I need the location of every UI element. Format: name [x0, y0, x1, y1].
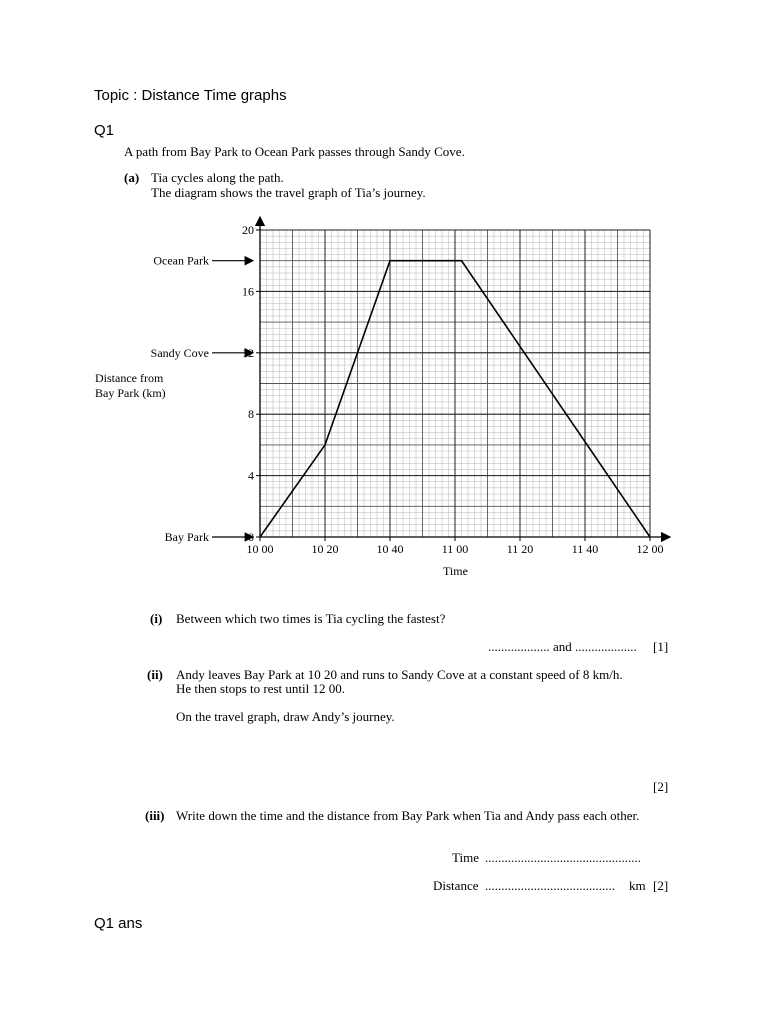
y-tick-label: 8	[248, 407, 254, 422]
y-tick-label: 16	[242, 284, 254, 299]
part-a-line-1: Tia cycles along the path.	[151, 170, 284, 185]
x-axis-label: Time	[443, 564, 468, 578]
question-stem: A path from Bay Park to Ocean Park passes through Sandy Cove.	[124, 144, 465, 159]
x-tick-label: 11 40	[571, 542, 599, 556]
x-tick-label: 11 20	[506, 542, 534, 556]
x-tick-label: 10 20	[311, 542, 339, 556]
y-tick-label: 12	[242, 345, 254, 360]
place-label: Bay Park	[164, 530, 209, 544]
part-ii-label: (ii)	[147, 667, 163, 682]
part-i-marks: [1]	[653, 639, 669, 654]
place-label: Ocean Park	[153, 253, 209, 268]
y-tick-labels	[242, 223, 260, 544]
x-tick-label: 11 00	[441, 542, 469, 556]
distance-label: Distance	[433, 878, 479, 893]
answer-heading: Q1 ans	[94, 915, 143, 932]
part-ii-line-1: Andy leaves Bay Park at 10 20 and runs to Sandy Cove at a constant speed of 8 km/h.	[176, 667, 623, 682]
question-number: Q1	[94, 122, 115, 139]
part-ii-marks: [2]	[653, 779, 669, 794]
distance-answer-line[interactable]: ........................................	[485, 878, 615, 893]
part-a-label: (a)	[124, 170, 140, 185]
place-labels	[151, 254, 253, 544]
time-answer-line[interactable]: ................................................	[485, 850, 641, 865]
part-iii-marks: [2]	[653, 878, 669, 893]
part-a-line-2: The diagram shows the travel graph of Tia’s journey.	[151, 185, 426, 200]
page-title: Topic : Distance Time graphs	[94, 87, 287, 104]
y-tick-label: 20	[242, 223, 254, 237]
part-i-answer-line[interactable]: ................... and ...................	[488, 639, 637, 654]
part-ii-line-2: He then stops to rest until 12 00.	[176, 681, 345, 696]
x-tick-label: 12 00	[636, 542, 664, 556]
y-axis-label-line-2: Bay Park (km)	[95, 386, 166, 400]
y-tick-label: 0	[248, 530, 254, 544]
time-label: Time	[452, 850, 479, 865]
place-label: Sandy Cove	[150, 345, 209, 360]
x-tick-label: 10 40	[376, 542, 404, 556]
part-ii-line-3: On the travel graph, draw Andy’s journey.	[176, 709, 395, 724]
y-axis-label-line-1: Distance from	[95, 371, 164, 385]
x-tick-labels	[247, 537, 664, 556]
x-tick-label: 10 00	[246, 542, 274, 556]
part-iii-text: Write down the time and the distance from Bay Park when Tia and Andy pass each other.	[176, 808, 640, 823]
part-i-text: Between which two times is Tia cycling the fastest?	[176, 611, 446, 626]
distance-unit: km	[629, 878, 646, 893]
part-iii-label: (iii)	[145, 808, 165, 823]
y-tick-label: 4	[248, 468, 254, 483]
part-i-label: (i)	[150, 611, 163, 626]
